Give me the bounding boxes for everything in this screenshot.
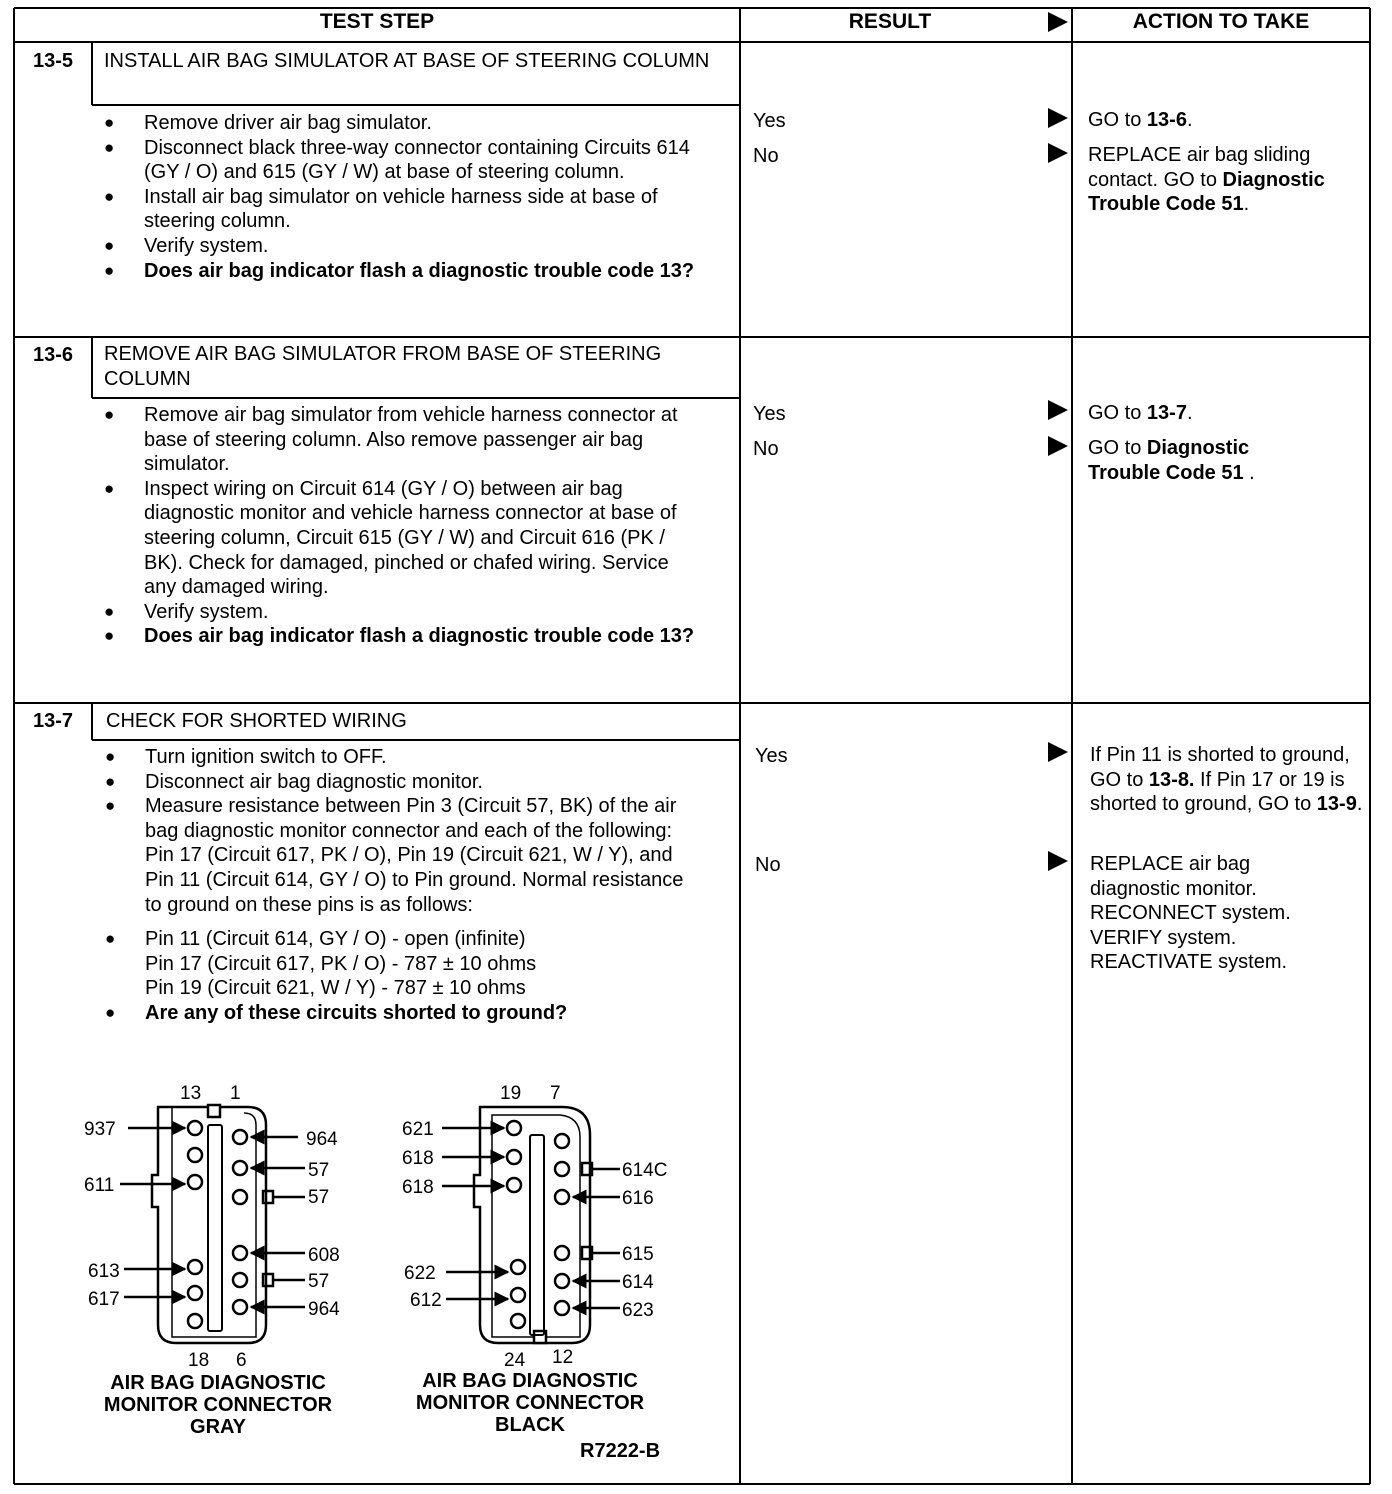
action-yes: If Pin 11 is shorted to ground, GO to 13-8. If Pin 17 or 19 is shorted to ground, GO to 13-9. [1090, 744, 1363, 816]
step-title: REMOVE AIR BAG SIMULATOR FROM BASE OF STEERING COLUMN [104, 343, 662, 390]
pin-label: 19 [500, 1083, 522, 1104]
bullet-item: ● Verify system. [104, 234, 704, 259]
step-number: 13-6 [32, 344, 74, 366]
step-question: ● Are any of these circuits shorted to ground? [105, 1001, 705, 1026]
step-title: INSTALL AIR BAG SIMULATOR AT BASE OF STEERING COLUMN [104, 50, 710, 72]
pin-label: 622 [404, 1263, 436, 1284]
result-no: No [755, 854, 781, 876]
bullet-item: ● Remove driver air bag simulator. [104, 111, 704, 136]
pin-label: 608 [308, 1245, 340, 1266]
pin-label: 621 [402, 1119, 434, 1140]
result-arrow-icon [1048, 12, 1068, 32]
step-instructions [105, 745, 705, 1026]
action-no: REPLACE air bag diagnostic monitor. RECONNECT system. VERIFY system. REACTIVATE system. [1090, 853, 1291, 974]
pin-label: 614 [622, 1272, 654, 1293]
pin-label: 12 [552, 1347, 574, 1368]
result-yes: Yes [753, 110, 786, 132]
connector-diagrams [60, 1075, 710, 1375]
result-yes: Yes [753, 403, 786, 425]
pin-label: 13 [180, 1083, 202, 1104]
yes-arrow-icon [1048, 742, 1068, 762]
pin-label: 614C [622, 1160, 668, 1181]
action-yes: GO to 13-6. [1088, 109, 1193, 131]
no-arrow-icon [1048, 851, 1068, 871]
bullet-item: ● Remove air bag simulator from vehicle harness connector at base of steering column. Also remove passenger air bag simulator. [104, 403, 704, 477]
action-no: REPLACE air bag sliding contact. GO to Diagnostic Trouble Code 51. [1088, 144, 1325, 216]
black-connector-diagram [442, 1107, 620, 1343]
bullet-item: ● Disconnect black three-way connector containing Circuits 614 (GY / O) and 615 (GY / W) at base of steering column. [104, 136, 704, 185]
pin-label: 24 [504, 1350, 526, 1371]
pin-values [105, 927, 705, 1001]
yes-arrow-icon [1048, 400, 1068, 420]
pin-label: 57 [308, 1187, 330, 1208]
pin-label: 6 [236, 1350, 247, 1371]
pin-label: 18 [188, 1350, 210, 1371]
pin-value: Pin 17 (Circuit 617, PK / O) - 787 ± 10 ohms [145, 952, 537, 975]
bullet-item: ● Verify system. [104, 600, 704, 625]
gray-connector-caption: AIR BAG DIAGNOSTIC MONITOR CONNECTOR GRAY [103, 1372, 333, 1438]
pin-value: ● Pin 11 (Circuit 614, GY / O) - open (infinite) [145, 928, 526, 951]
step-instructions [104, 403, 704, 649]
pin-label: 964 [306, 1129, 338, 1150]
header-test-step: TEST STEP [319, 10, 435, 33]
pin-label: 618 [402, 1148, 434, 1169]
black-connector-labels [402, 1083, 667, 1371]
pin-label: 964 [308, 1299, 340, 1320]
pin-label: 57 [308, 1271, 330, 1292]
gray-connector-labels [84, 1083, 340, 1371]
pin-label: 617 [88, 1289, 120, 1310]
action-no: GO to Diagnostic Trouble Code 51 . [1088, 437, 1255, 484]
pin-label: 57 [308, 1160, 330, 1181]
header-action: ACTION TO TAKE [1132, 10, 1310, 33]
step-question: ● Does air bag indicator flash a diagnostic trouble code 13? [104, 259, 704, 284]
bullet-item: ● Inspect wiring on Circuit 614 (GY / O) between air bag diagnostic monitor and vehicle harness connector at base of steering column, Circuit 615 (GY / W) and Circuit 616 (PK / BK). Check for damaged, pinched or chafed wiring. Service any damaged wiring. [104, 477, 704, 600]
result-no: No [753, 145, 779, 167]
action-yes: GO to 13-7. [1088, 402, 1193, 424]
pin-label: 611 [84, 1175, 115, 1196]
pin-label: 1 [230, 1083, 241, 1104]
step-number: 13-5 [32, 50, 74, 72]
pin-label: 937 [84, 1119, 116, 1140]
result-no: No [753, 438, 779, 460]
step-number: 13-7 [32, 710, 74, 732]
no-arrow-icon [1048, 436, 1068, 456]
step-instructions [104, 111, 704, 283]
bullet-item: ● Disconnect air bag diagnostic monitor. [105, 770, 705, 795]
bullet-item: ● Install air bag simulator on vehicle harness side at base of steering column. [104, 185, 704, 234]
pin-label: 612 [410, 1290, 442, 1311]
yes-arrow-icon [1048, 108, 1068, 128]
pin-label: 613 [88, 1261, 120, 1282]
no-arrow-icon [1048, 143, 1068, 163]
figure-id: R7222-B [580, 1440, 661, 1462]
step-question: ● Does air bag indicator flash a diagnostic trouble code 13? [104, 624, 704, 649]
gray-connector-diagram [120, 1105, 305, 1343]
pin-label: 615 [622, 1244, 654, 1265]
pin-label: 616 [622, 1188, 654, 1209]
pin-label: 7 [550, 1083, 561, 1104]
pin-value: Pin 19 (Circuit 621, W / Y) - 787 ± 10 ohms [145, 977, 526, 1000]
bullet-item: ● Measure resistance between Pin 3 (Circuit 57, BK) of the air bag diagnostic monitor connector and each of the following: Pin 17 (Circuit 617, PK / O), Pin 19 (Circuit 621, W / Y), and Pin 11 (Circuit 614, GY / O) to Pin ground. Normal resistance to ground on these pins is as follows: [105, 794, 705, 917]
step-title: CHECK FOR SHORTED WIRING [106, 710, 407, 732]
result-yes: Yes [755, 745, 788, 767]
black-connector-caption: AIR BAG DIAGNOSTIC MONITOR CONNECTOR BLACK [415, 1370, 645, 1436]
bullet-item: ● Turn ignition switch to OFF. [105, 745, 705, 770]
pin-label: 623 [622, 1300, 654, 1321]
header-result: RESULT [848, 10, 932, 33]
pin-label: 618 [402, 1177, 434, 1198]
